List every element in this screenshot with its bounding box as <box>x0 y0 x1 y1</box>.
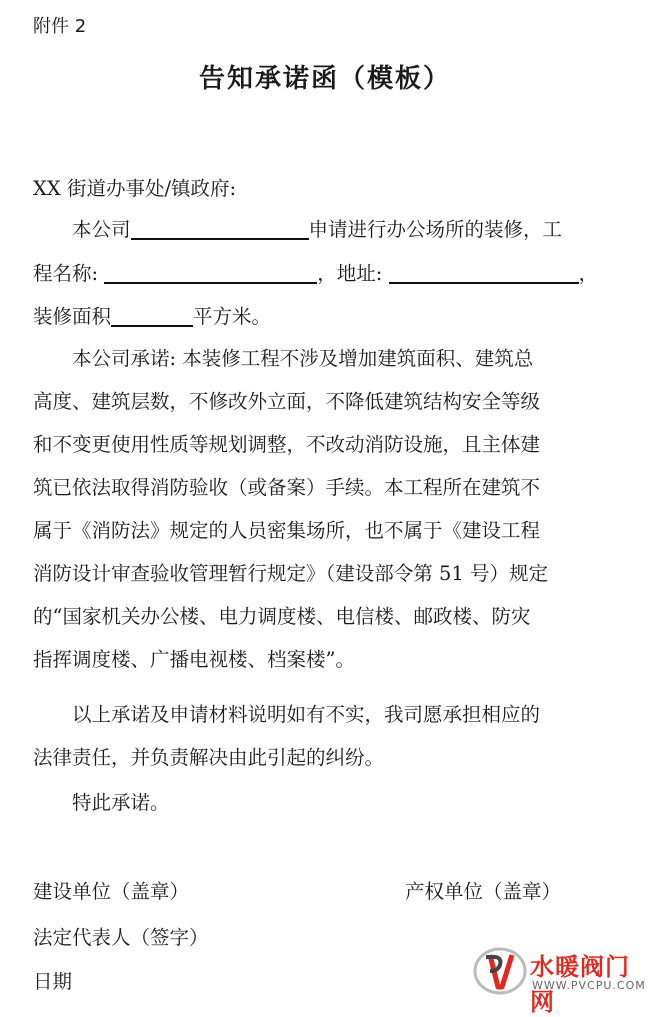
paragraph-2-line: 的“国家机关办公楼、电力调度楼、电信楼、邮政楼、防灾 <box>33 605 531 628</box>
text: 装修面积 <box>33 305 112 328</box>
paragraph-1-line-1 <box>72 218 562 242</box>
date-label: 日期 <box>33 970 73 993</box>
watermark-url: WWW.PVCPU.COM <box>532 979 646 992</box>
paragraph-1-line-2 <box>33 262 598 286</box>
paragraph-2-line: 高度、建筑层数，不修改外立面，不降低建筑结构安全等级 <box>33 390 541 413</box>
document-title: 告知承诺函（模板） <box>198 64 451 94</box>
paragraph-2-line: 指挥调度楼、广播电视楼、档案楼”。 <box>33 648 355 671</box>
text: ，地址: <box>317 262 383 285</box>
paragraph-2-line: 消防设计审查验收管理暂行规定》（建设部令第 51 号）规定 <box>33 562 548 585</box>
paragraph-3-line: 法律责任，并负责解决由此引起的纠纷。 <box>33 746 385 769</box>
pv-logo-icon <box>472 945 528 997</box>
watermark-brand: 水暖阀门网 <box>530 953 630 1016</box>
owner-seal-label: 产权单位（盖章） <box>405 880 562 903</box>
legal-representative-label: 法定代表人（签字） <box>33 926 209 949</box>
paragraph-2-line: 属于《消防法》规定的人员密集场所，也不属于《建设工程 <box>33 519 541 542</box>
paragraph-1-line-3 <box>33 305 271 329</box>
address-blank <box>389 264 579 284</box>
paragraph-2-line: 筑已依法取得消防验收（或备案）手续。本工程所在建筑不 <box>33 476 541 499</box>
area-blank <box>111 307 193 327</box>
paragraph-2-line: 本公司承诺: 本装修工程不涉及增加建筑面积、建筑总 <box>72 347 534 370</box>
closing-statement: 特此承诺。 <box>72 791 170 814</box>
paragraph-3-line: 以上承诺及申请材料说明如有不实，我司愿承担相应的 <box>72 703 541 726</box>
paragraph-2-line: 和不变更使用性质等规划调整，不改动消防设施，且主体建 <box>33 433 541 456</box>
text: 平方米。 <box>193 305 272 328</box>
project-name-blank <box>104 264 317 284</box>
salutation: XX 街道办事处/镇政府: <box>33 177 237 200</box>
builder-seal-label: 建设单位（盖章） <box>33 880 190 903</box>
text: ， <box>578 262 599 285</box>
company-name-blank <box>131 220 309 240</box>
text: 程名称: <box>33 262 99 285</box>
attachment-label: 附件 2 <box>33 16 87 37</box>
text: 申请进行办公场所的装修，工 <box>308 218 563 241</box>
watermark-logo <box>466 943 650 1016</box>
text: 本公司 <box>72 218 131 241</box>
